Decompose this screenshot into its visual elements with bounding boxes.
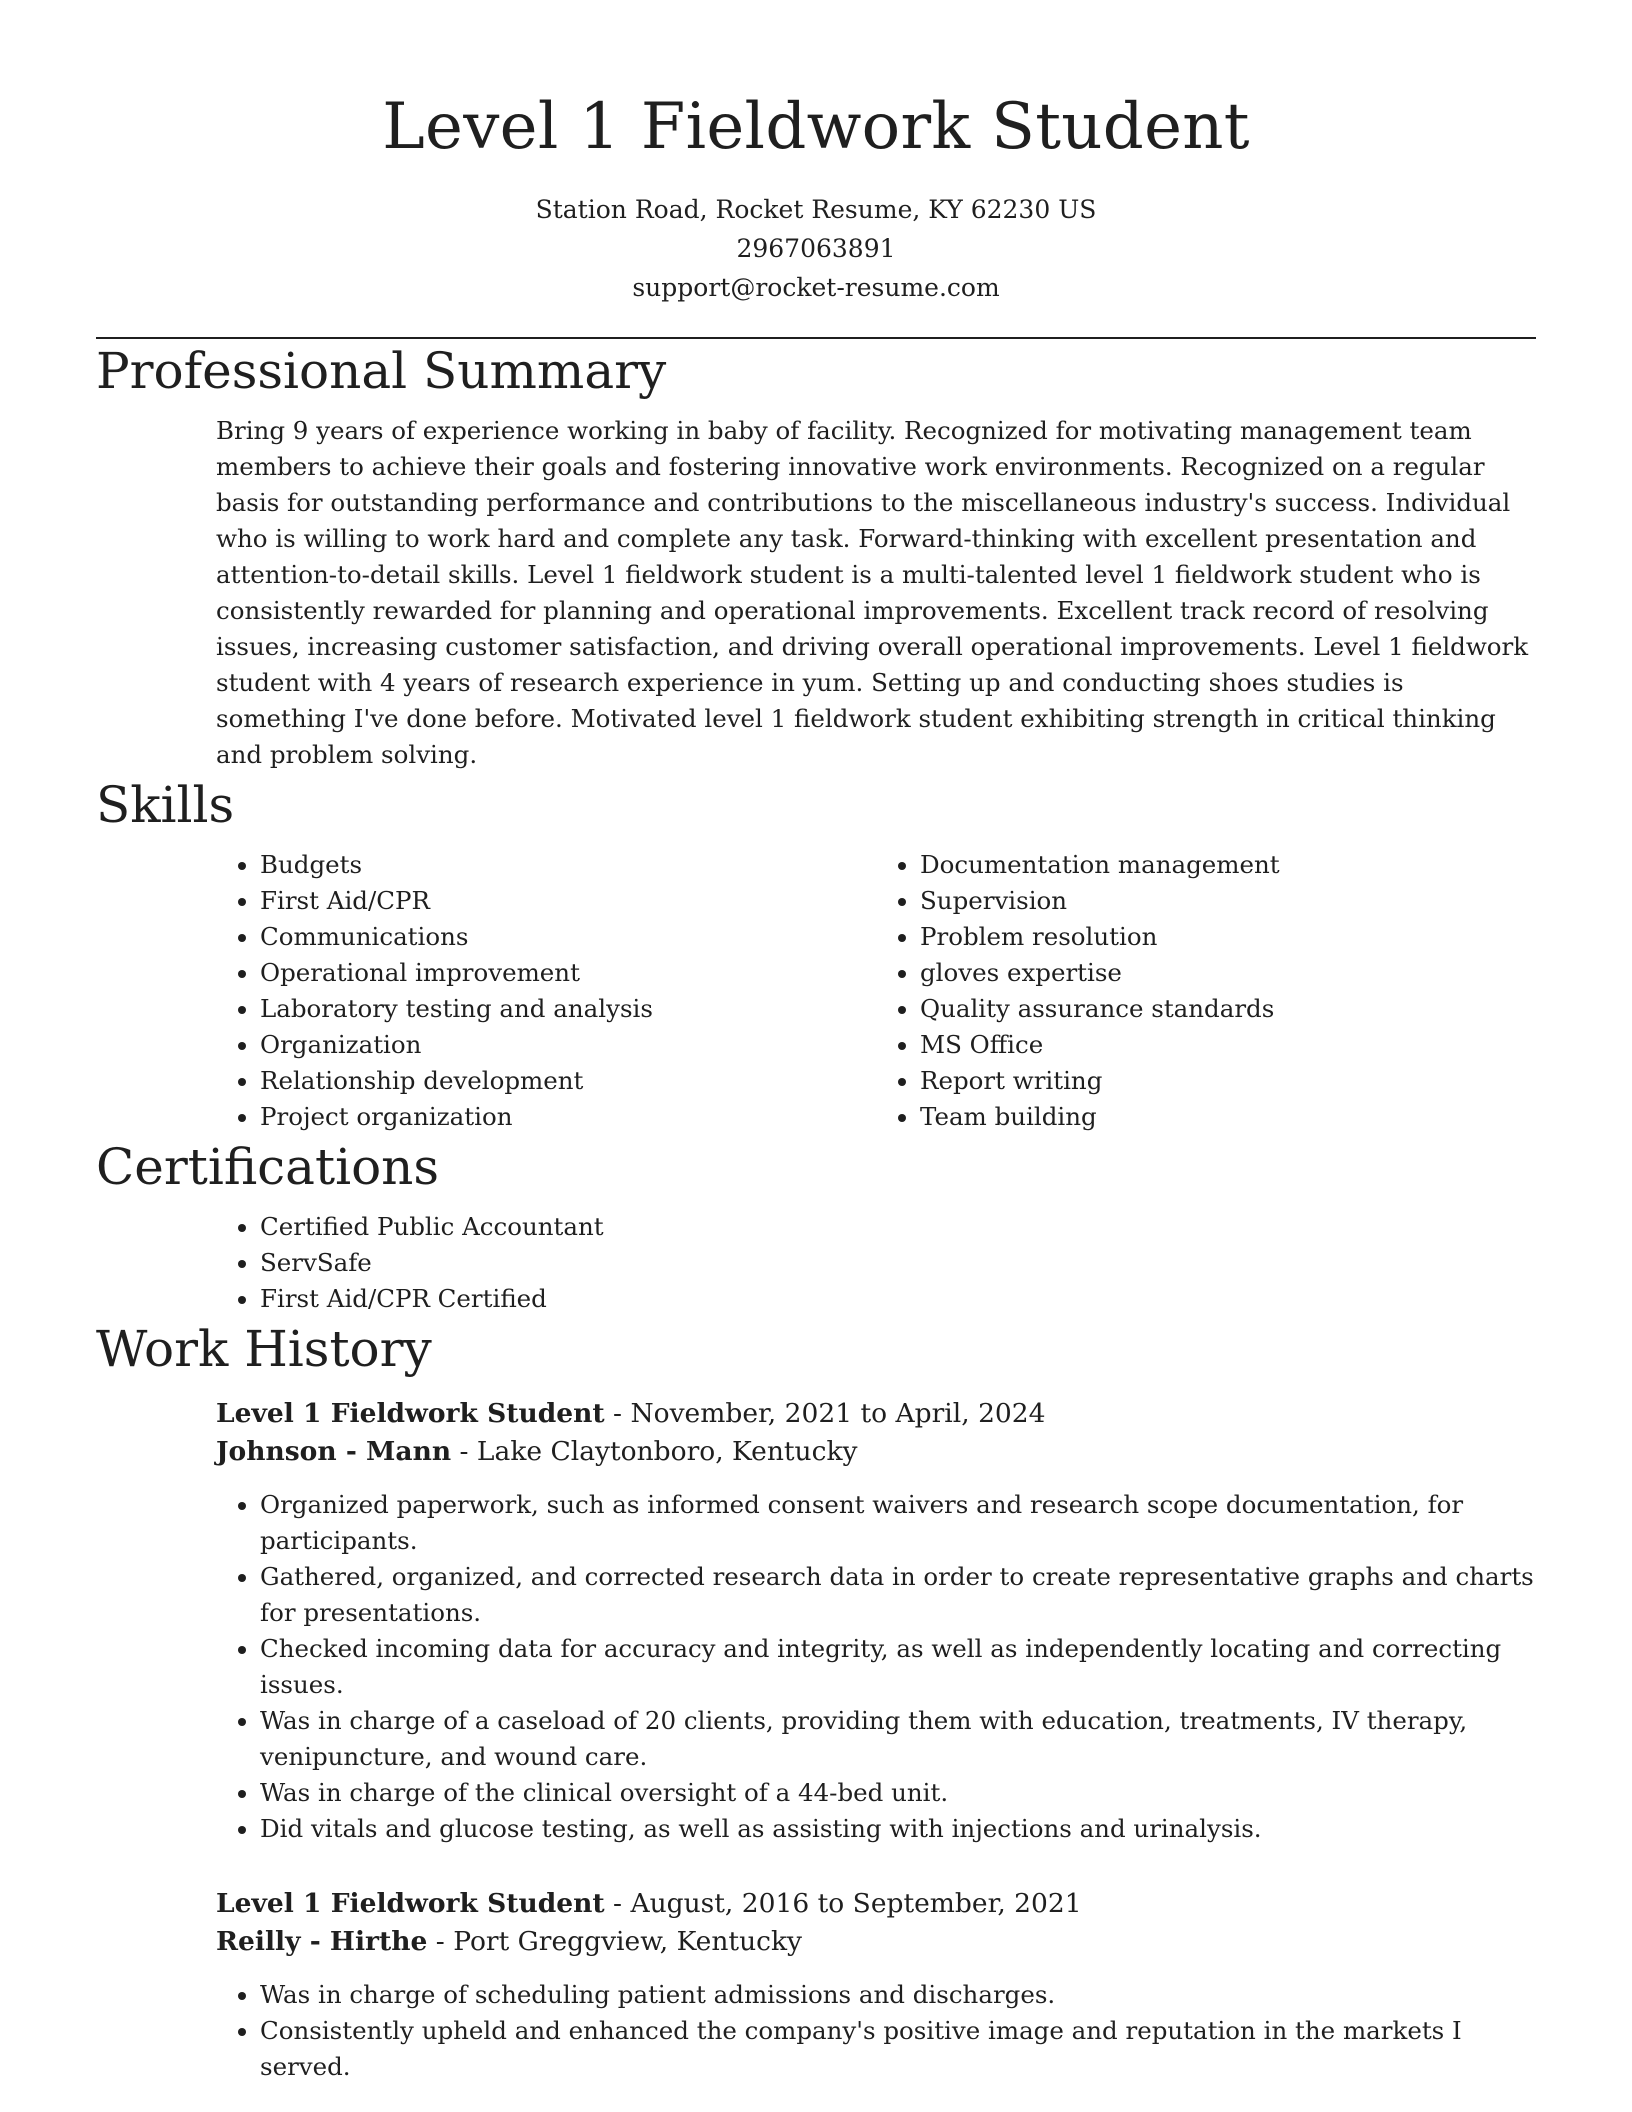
job-company-line: [216, 1433, 1536, 1471]
job-bullet: • Gathered, organized, and corrected research data in order to create representative graphs and charts for presentations.: [260, 1559, 1536, 1631]
job-separator: -: [604, 1398, 631, 1429]
job-location: Port Greggview, Kentucky: [453, 1926, 803, 1957]
job-bullet: • Organized paperwork, such as informed consent waivers and research scope documentation, for participants.: [260, 1487, 1536, 1559]
skill-item: • Problem resolution: [920, 919, 1536, 955]
job-bullet: • Checked incoming data for accuracy and integrity, as well as independently locating and correcting issues.: [260, 1631, 1536, 1703]
skills-heading: Skills: [96, 776, 235, 834]
job-separator: -: [427, 1926, 454, 1957]
skill-item: • Organization: [260, 1027, 876, 1063]
job-dates: November, 2021 to April, 2024: [630, 1398, 1046, 1429]
skill-item: • Supervision: [920, 883, 1536, 919]
candidate-name: Level 1 Fieldwork Student: [382, 90, 1250, 164]
skill-item: • Laboratory testing and analysis: [260, 991, 876, 1027]
job-company: Johnson - Mann: [216, 1436, 452, 1467]
skill-item: • gloves expertise: [920, 955, 1536, 991]
job-bullets: [216, 1977, 1536, 2085]
job-entry: [216, 1395, 1536, 1847]
skill-item: • Budgets: [260, 847, 876, 883]
skill-item: • Operational improvement: [260, 955, 876, 991]
contact-address: Station Road, Rocket Resume, KY 62230 US: [535, 195, 1097, 224]
job-bullet: • Was in charge of scheduling patient admissions and discharges.: [260, 1977, 1536, 2013]
job-separator: -: [451, 1436, 477, 1467]
job-title-line: [216, 1885, 1536, 1923]
job-title: Level 1 Fieldwork Student: [216, 1398, 605, 1429]
contact-email: support@rocket-resume.com: [632, 273, 1000, 302]
job-title-line: [216, 1395, 1536, 1433]
work-history-heading: Work History: [96, 1320, 432, 1378]
skill-item: • Quality assurance standards: [920, 991, 1536, 1027]
resume-header: [96, 0, 1536, 307]
skills-grid: [216, 847, 1536, 1135]
contact-phone: 2967063891: [736, 234, 896, 263]
skill-item: • Communications: [260, 919, 876, 955]
job-bullets: [216, 1487, 1536, 1847]
certification-item: • ServSafe: [260, 1245, 1536, 1281]
skills-column-right: [876, 847, 1536, 1135]
skill-item: • Documentation management: [920, 847, 1536, 883]
skill-item: • Relationship development: [260, 1063, 876, 1099]
summary-heading: Professional Summary: [96, 342, 667, 400]
job-bullet: • Consistently upheld and enhanced the company's positive image and reputation in the markets I served.: [260, 2013, 1536, 2085]
certifications-heading: Certifications: [96, 1138, 440, 1196]
skill-item: • MS Office: [920, 1027, 1536, 1063]
job-bullet: • Was in charge of a caseload of 20 clients, providing them with education, treatments, IV therapy, venipuncture, and wound care.: [260, 1703, 1536, 1775]
certification-item: • First Aid/CPR Certified: [260, 1281, 1536, 1317]
certifications-list: [216, 1209, 1536, 1317]
summary-text: Bring 9 years of experience working in baby of facility. Recognized for motivating management team members to achieve their goals and fostering innovative work environments. Recognized on a regular basis for outstanding performance and contributions to the miscellaneous industry's success. Individual who is willing to work hard and complete any task. Forward-thinking with excellent presentation and attention-to-detail skills. Level 1 fieldwork student is a multi-talented level 1 fieldwork student who is consistently rewarded for planning and operational improvements. Excellent track record of resolving issues, increasing customer satisfaction, and driving overall operational improvements. Level 1 fieldwork student with 4 years of research experience in yum. Setting up and conducting shoes studies is something I've done before. Motivated level 1 fieldwork student exhibiting strength in critical thinking and problem solving.: [216, 416, 1529, 769]
contact-info: [96, 190, 1536, 307]
skill-item: • First Aid/CPR: [260, 883, 876, 919]
job-title: Level 1 Fieldwork Student: [216, 1888, 605, 1919]
job-bullet: • Was in charge of the clinical oversight of a 44-bed unit.: [260, 1775, 1536, 1811]
job-company: Reilly - Hirthe: [216, 1926, 428, 1957]
job-separator: -: [604, 1888, 631, 1919]
skill-item: • Project organization: [260, 1099, 876, 1135]
job-company-line: [216, 1923, 1536, 1961]
skill-item: • Team building: [920, 1099, 1536, 1135]
job-dates: August, 2016 to September, 2021: [630, 1888, 1082, 1919]
skills-column-left: [216, 847, 876, 1135]
certification-item: • Certified Public Accountant: [260, 1209, 1536, 1245]
job-bullet: • Did vitals and glucose testing, as well as assisting with injections and urinalysis.: [260, 1811, 1536, 1847]
job-location: Lake Claytonboro, Kentucky: [476, 1436, 858, 1467]
skill-item: • Report writing: [920, 1063, 1536, 1099]
job-entry: [216, 1885, 1536, 2085]
